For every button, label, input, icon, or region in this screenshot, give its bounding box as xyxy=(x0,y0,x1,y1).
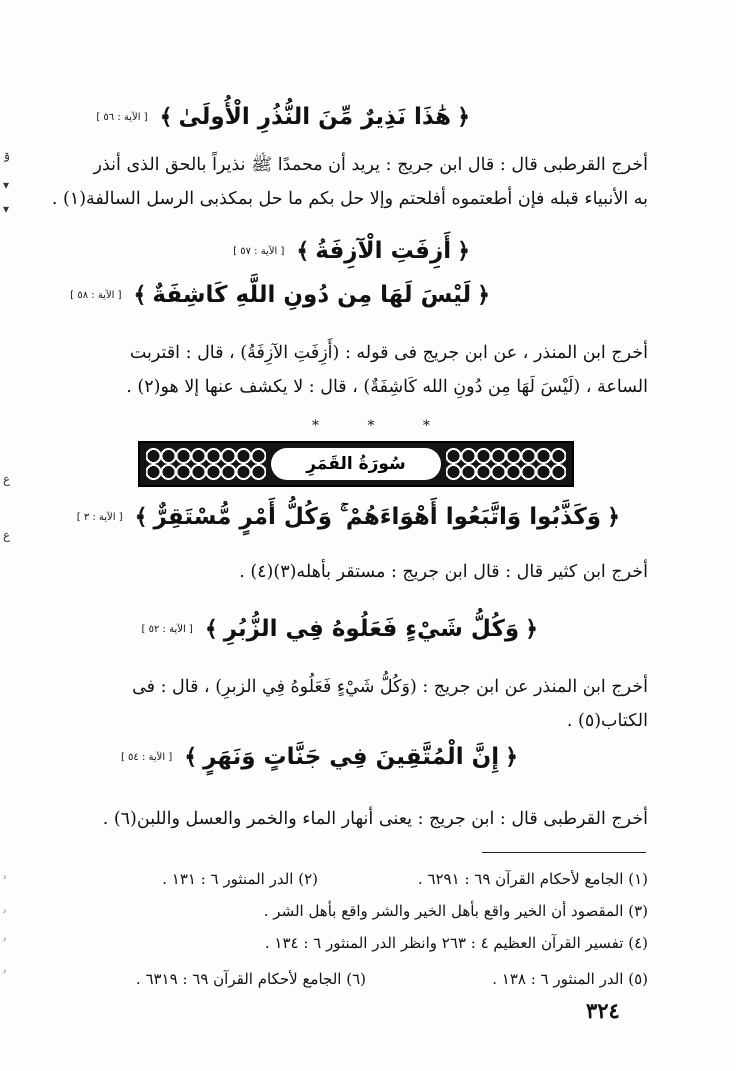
verse-reference: [ الآية : ٥٨ ] xyxy=(70,289,122,301)
bracket-close: ﴾ xyxy=(133,282,147,308)
commentary-line: الكتاب(٥) . xyxy=(566,711,648,731)
verse-reference: [ الآية : ٥٦ ] xyxy=(96,111,148,123)
footnote: (٣) المقصود أن الخير واقع بأهل الخير والشر واقع بأهل الشر . xyxy=(263,902,648,920)
bracket-close: ﴾ xyxy=(296,238,310,264)
commentary-line: الساعة ، (لَيْسَ لَهَا مِن دُونِ الله كَاشِفَةٌ) ، قال : لا يكشف عنها إلا هو(٢) . xyxy=(126,377,648,397)
verse-heading xyxy=(77,504,626,530)
bracket-open: ﴿ xyxy=(525,616,538,642)
margin-mark: ▾ xyxy=(3,178,10,192)
bracket-close: ﴾ xyxy=(134,504,148,530)
commentary-line: أخرج ابن المنذر عن ابن جريج : (وَكُلُّ شَيْءٍ فَعَلُوهُ فِي الزبرِ) ، قال : فى xyxy=(132,677,648,697)
verse-heading xyxy=(70,282,496,308)
surah-title: سُورَةُ القَمَرِ xyxy=(271,448,441,480)
margin-mark: ۥ xyxy=(3,870,7,884)
verse-reference: [ الآية : ٥٢ ] xyxy=(141,623,193,635)
margin-mark: ﻉ xyxy=(3,528,11,542)
verse-text: أَزِفَتِ الْآزِفَةُ xyxy=(315,238,452,264)
commentary-line: به الأنبياء قبله فإن أطعتموه أفلحتم وإلا حل بكم ما حل بمكذبى الرسل السالفة(١) . xyxy=(51,189,648,209)
footnote: (٦) الجامع لأحكام القرآن ٦٩ : ٦٣١٩ . xyxy=(135,970,366,988)
verse-text: وَكَذَّبُوا وَاتَّبَعُوا أَهْوَاءَهُمْ ۚ وَكُلُّ أَمْرٍ مُّسْتَقِرٌّ xyxy=(153,504,602,530)
footnote: (٢) الدر المنثور ٦ : ١٣١ . xyxy=(162,870,318,888)
bracket-close: ﴾ xyxy=(204,616,218,642)
footnote: (١) الجامع لأحكام القرآن ٦٩ : ٦٢٩١ . xyxy=(417,870,648,888)
verse-text: وَكُلُّ شَيْءٍ فَعَلُوهُ فِي الزُّبُرِ xyxy=(223,616,520,642)
commentary-line: أخرج ابن كثير قال : قال ابن جريج : مستقر بأهله(٣)(٤) . xyxy=(239,562,648,582)
verse-heading xyxy=(121,744,524,770)
margin-mark: ﻉ xyxy=(3,472,11,486)
verse-reference: [ الآية : ٥٤ ] xyxy=(120,751,173,763)
margin-mark: ۊ xyxy=(3,148,11,162)
margin-mark: ۥ xyxy=(3,904,7,918)
verse-text: هَٰذَا نَذِيرٌ مِّنَ النُّذُرِ الْأُولَىٰ xyxy=(178,104,452,130)
bracket-open: ﴿ xyxy=(457,104,470,130)
commentary-line: أخرج القرطبى قال : ابن جريج : يعنى أنهار الماء والخمر والعسل واللبن(٦) . xyxy=(102,809,648,829)
verse-reference: [ الآية : ٥٧ ] xyxy=(233,245,285,257)
footnote-divider xyxy=(482,852,646,853)
verse-text: لَيْسَ لَهَا مِن دُونِ اللَّهِ كَاشِفَةٌ xyxy=(152,282,472,308)
bracket-close: ﴾ xyxy=(159,104,173,130)
surah-banner xyxy=(138,441,574,487)
ornament-left-icon xyxy=(146,448,266,480)
margin-mark: ▾ xyxy=(3,202,10,216)
bracket-open: ﴿ xyxy=(505,744,518,770)
commentary-line: أخرج القرطبى قال : قال ابن جريج : يريد أن محمدًا ﷺ نذيراً بالحق الذى أنذر xyxy=(93,155,648,175)
ornament-right-icon xyxy=(446,448,566,480)
commentary-line: أخرج ابن المنذر ، عن ابن جريج فى قوله : (أَزِفَتِ الآزِفَةُ) ، قال : اقتربت xyxy=(129,343,648,363)
margin-mark: ۥ xyxy=(3,932,7,946)
footnote: (٥) الدر المنثور ٦ : ١٣٨ . xyxy=(492,970,648,988)
bracket-close: ﴾ xyxy=(184,744,198,770)
footnote: (٤) تفسير القرآن العظيم ٤ : ٢٦٣ وانظر الدر المنثور ٦ : ١٣٤ . xyxy=(264,934,648,952)
section-stars: * * * xyxy=(312,418,452,434)
verse-heading xyxy=(233,238,476,264)
verse-heading xyxy=(96,104,476,130)
bracket-open: ﴿ xyxy=(477,282,490,308)
verse-heading xyxy=(142,616,544,642)
page-number: ٣٢٤ xyxy=(586,998,620,1023)
verse-reference: [ الآية : ٣ ] xyxy=(76,511,123,523)
verse-text: إِنَّ الْمُتَّقِينَ فِي جَنَّاتٍ وَنَهَرٍ xyxy=(203,744,500,770)
bracket-open: ﴿ xyxy=(457,238,470,264)
margin-mark: ۥ xyxy=(3,964,7,978)
bracket-open: ﴿ xyxy=(607,504,620,530)
